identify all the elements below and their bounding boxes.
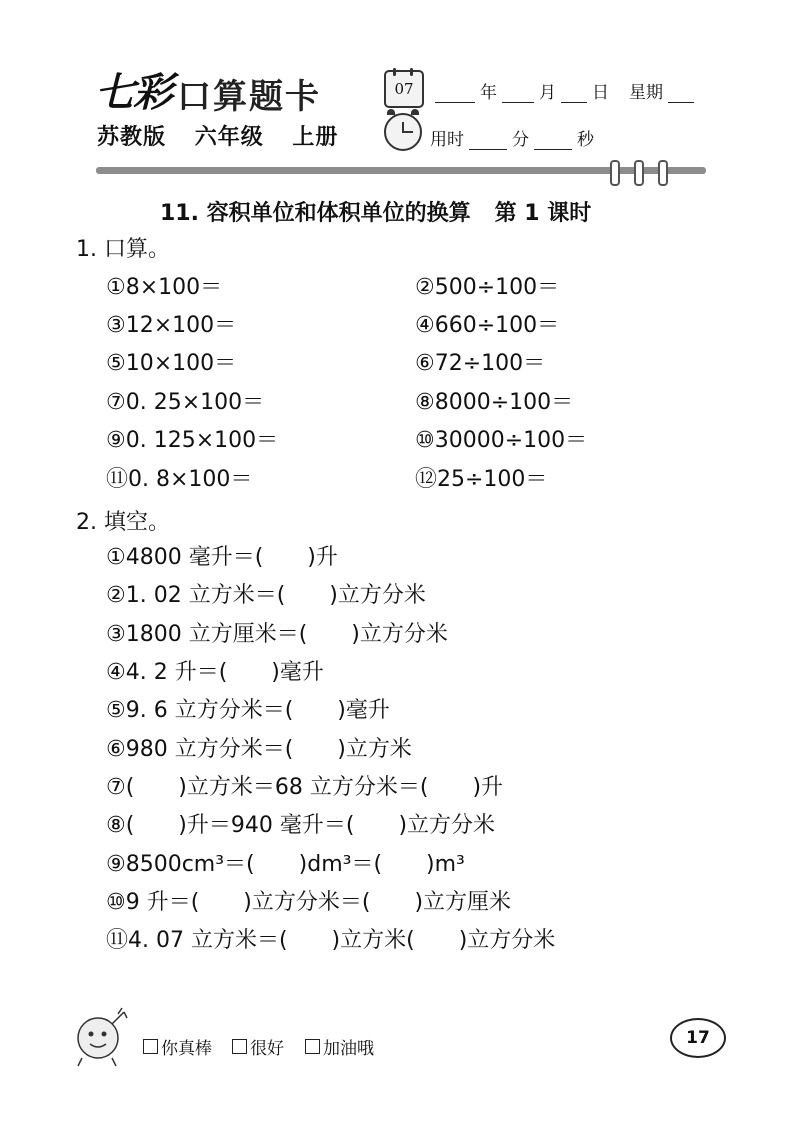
fill-item: ⑩9 升＝( )立方分米＝( )立方厘米 <box>106 890 512 915</box>
calc-item: ②500÷100＝ <box>415 275 560 300</box>
second-label: 秒 <box>577 130 594 150</box>
checkbox-icon[interactable] <box>143 1039 158 1054</box>
fill-item: ⑦( )立方米＝68 立方分米＝( )升 <box>106 775 504 800</box>
calc-item: ①8×100＝ <box>106 275 223 300</box>
year-blank[interactable] <box>435 86 475 103</box>
section1-heading: 1. 口算。 <box>76 237 170 262</box>
weekday-blank[interactable] <box>668 86 694 103</box>
fill-item: ⑤9. 6 立方分米＝( )毫升 <box>106 698 390 723</box>
mascot-icon <box>72 1004 132 1068</box>
edition-volume: 上册 <box>292 125 339 150</box>
fill-item: ⑥980 立方分米＝( )立方米 <box>106 737 412 762</box>
calc-item: ⑥72÷100＝ <box>415 351 546 376</box>
calc-item: ⑧8000÷100＝ <box>415 390 574 415</box>
edition-grade: 六年级 <box>194 125 264 150</box>
rating-option-good[interactable] <box>232 1034 284 1059</box>
calc-item: ⑪0. 8×100＝ <box>106 467 253 492</box>
brand-logo <box>95 68 321 118</box>
brand-title: 口算题卡 <box>177 77 321 117</box>
calc-item: ④660÷100＝ <box>415 313 560 338</box>
calc-item: ⑫25÷100＝ <box>415 467 548 492</box>
binder-ring-icon <box>634 160 644 186</box>
rating-label: 你真棒 <box>161 1039 212 1059</box>
section2-heading: 2. 填空。 <box>76 510 170 535</box>
day-blank[interactable] <box>561 86 587 103</box>
calendar-icon <box>384 70 424 108</box>
minute-blank[interactable] <box>469 133 507 150</box>
fill-item: ③1800 立方厘米＝( )立方分米 <box>106 622 448 647</box>
minute-label: 分 <box>512 130 529 150</box>
month-blank[interactable] <box>502 86 534 103</box>
calc-item: ⑤10×100＝ <box>106 351 237 376</box>
alarm-clock-icon <box>384 113 422 151</box>
checkbox-icon[interactable] <box>305 1039 320 1054</box>
calendar-day: 07 <box>394 80 414 98</box>
fill-item: ②1. 02 立方米＝( )立方分米 <box>106 583 426 608</box>
fill-item: ⑪4. 07 立方米＝( )立方米( )立方分米 <box>106 928 556 953</box>
rating-option-great[interactable] <box>143 1034 212 1059</box>
page-number: 17 <box>670 1018 726 1058</box>
date-fill-line <box>430 78 699 103</box>
edition-info <box>97 120 358 151</box>
fill-item: ①4800 毫升＝( )升 <box>106 545 338 570</box>
rating-label: 加油哦 <box>323 1039 374 1059</box>
fill-item: ⑧( )升＝940 毫升＝( )立方分米 <box>106 813 496 838</box>
lesson-title <box>160 196 591 227</box>
edition-publisher: 苏教版 <box>97 125 167 150</box>
calc-item: ⑦0. 25×100＝ <box>106 390 265 415</box>
binder-ring-icon <box>610 160 620 186</box>
fill-item: ④4. 2 升＝( )毫升 <box>106 660 324 685</box>
lesson-title-text: 11. 容积单位和体积单位的换算 <box>160 201 471 226</box>
checkbox-icon[interactable] <box>232 1039 247 1054</box>
weekday-label: 星期 <box>629 83 663 103</box>
lesson-period: 第 1 课时 <box>494 201 592 226</box>
second-blank[interactable] <box>534 133 572 150</box>
year-label: 年 <box>480 83 497 103</box>
brand-mark: 七彩 <box>95 69 171 116</box>
calc-item: ⑨0. 125×100＝ <box>106 428 279 453</box>
binder-ring-icon <box>658 160 668 186</box>
day-label: 日 <box>592 83 609 103</box>
rating-option-keep-going[interactable] <box>305 1034 374 1059</box>
month-label: 月 <box>539 83 556 103</box>
calc-item: ⑩30000÷100＝ <box>415 428 588 453</box>
rating-label: 很好 <box>250 1039 284 1059</box>
calc-item: ③12×100＝ <box>106 313 237 338</box>
time-fill-line <box>430 125 594 150</box>
time-used-label: 用时 <box>430 130 464 150</box>
fill-item: ⑨8500cm³＝( )dm³＝( )m³ <box>106 852 465 877</box>
